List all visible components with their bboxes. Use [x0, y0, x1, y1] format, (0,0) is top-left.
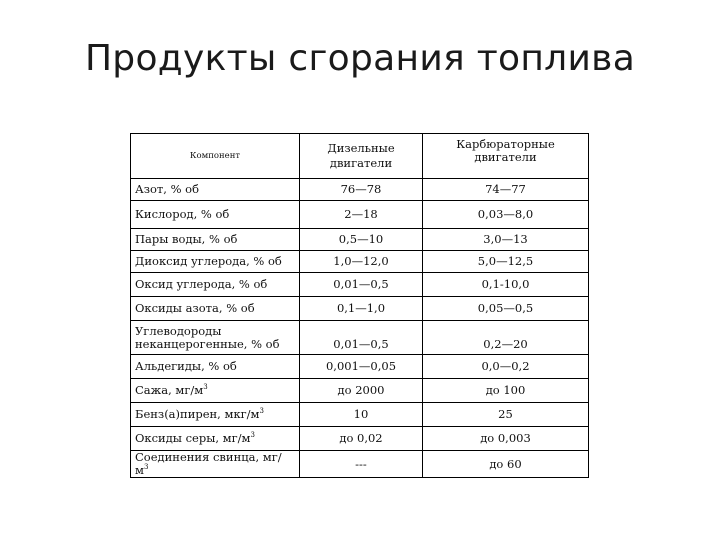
row-diesel: до 0,02 [300, 427, 423, 451]
row-name: Кислород, % об [131, 201, 300, 229]
row-diesel: 2—18 [300, 201, 423, 229]
table-row [131, 355, 589, 379]
row-carb: 5,0—12,5 [423, 251, 589, 273]
row-carb: до 100 [423, 379, 589, 403]
row-diesel: до 2000 [300, 379, 423, 403]
table-row [131, 321, 589, 355]
table-row [131, 229, 589, 251]
row-carb: 3,0—13 [423, 229, 589, 251]
row-name: Сажа, мг/м [135, 383, 204, 397]
row-carb: 0,05—0,5 [423, 297, 589, 321]
row-carb: до 60 [423, 451, 589, 478]
row-name: Соединения свинца, мг/м [135, 450, 282, 477]
header-component: Компонент [131, 134, 300, 179]
row-name: Оксид углерода, % об [131, 273, 300, 297]
row-diesel: 76—78 [300, 179, 423, 201]
row-carb: 0,1-10,0 [423, 273, 589, 297]
table-row [131, 427, 589, 451]
row-diesel: 0,001—0,05 [300, 355, 423, 379]
table-row [131, 297, 589, 321]
row-name-cell [131, 451, 300, 478]
table-row [131, 379, 589, 403]
row-name: Диоксид углерода, % об [131, 251, 300, 273]
unit-exponent: 3 [259, 407, 264, 416]
row-diesel: --- [300, 451, 423, 478]
row-diesel: 10 [300, 403, 423, 427]
row-carb: 0,0—0,2 [423, 355, 589, 379]
row-name: Оксиды азота, % об [131, 297, 300, 321]
row-name: Азот, % об [131, 179, 300, 201]
row-carb: 25 [423, 403, 589, 427]
table-row [131, 179, 589, 201]
row-carb: до 0,003 [423, 427, 589, 451]
row-name-cell [131, 427, 300, 451]
row-name-cell [131, 403, 300, 427]
row-carb: 0,03—8,0 [423, 201, 589, 229]
row-diesel: 1,0—12,0 [300, 251, 423, 273]
unit-exponent: 3 [250, 431, 255, 440]
unit-exponent: 3 [203, 383, 208, 392]
row-carb: 0,2—20 [423, 321, 589, 355]
header-carburetor: Карбюраторные двигатели [423, 134, 589, 179]
table-row [131, 201, 589, 229]
row-diesel: 0,01—0,5 [300, 273, 423, 297]
row-name: Бенз(а)пирен, мкг/м [135, 407, 260, 421]
unit-exponent: 3 [143, 463, 149, 472]
row-diesel: 0,01—0,5 [300, 321, 423, 355]
slide-title: Продукты сгорания топлива [84, 38, 636, 79]
table-header-row [131, 134, 589, 179]
header-diesel: Дизельные двигатели [300, 134, 423, 179]
table-row [131, 273, 589, 297]
table-row [131, 451, 589, 478]
row-name: Углеводороды неканцерогенные, % об [131, 321, 300, 355]
row-carb: 74—77 [423, 179, 589, 201]
row-name: Пары воды, % об [131, 229, 300, 251]
table-row [131, 251, 589, 273]
row-diesel: 0,1—1,0 [300, 297, 423, 321]
table-row [131, 403, 589, 427]
row-name-cell [131, 379, 300, 403]
row-name: Альдегиды, % об [131, 355, 300, 379]
combustion-products-table [130, 133, 589, 478]
row-diesel: 0,5—10 [300, 229, 423, 251]
row-name: Оксиды серы, мг/м [135, 431, 251, 445]
